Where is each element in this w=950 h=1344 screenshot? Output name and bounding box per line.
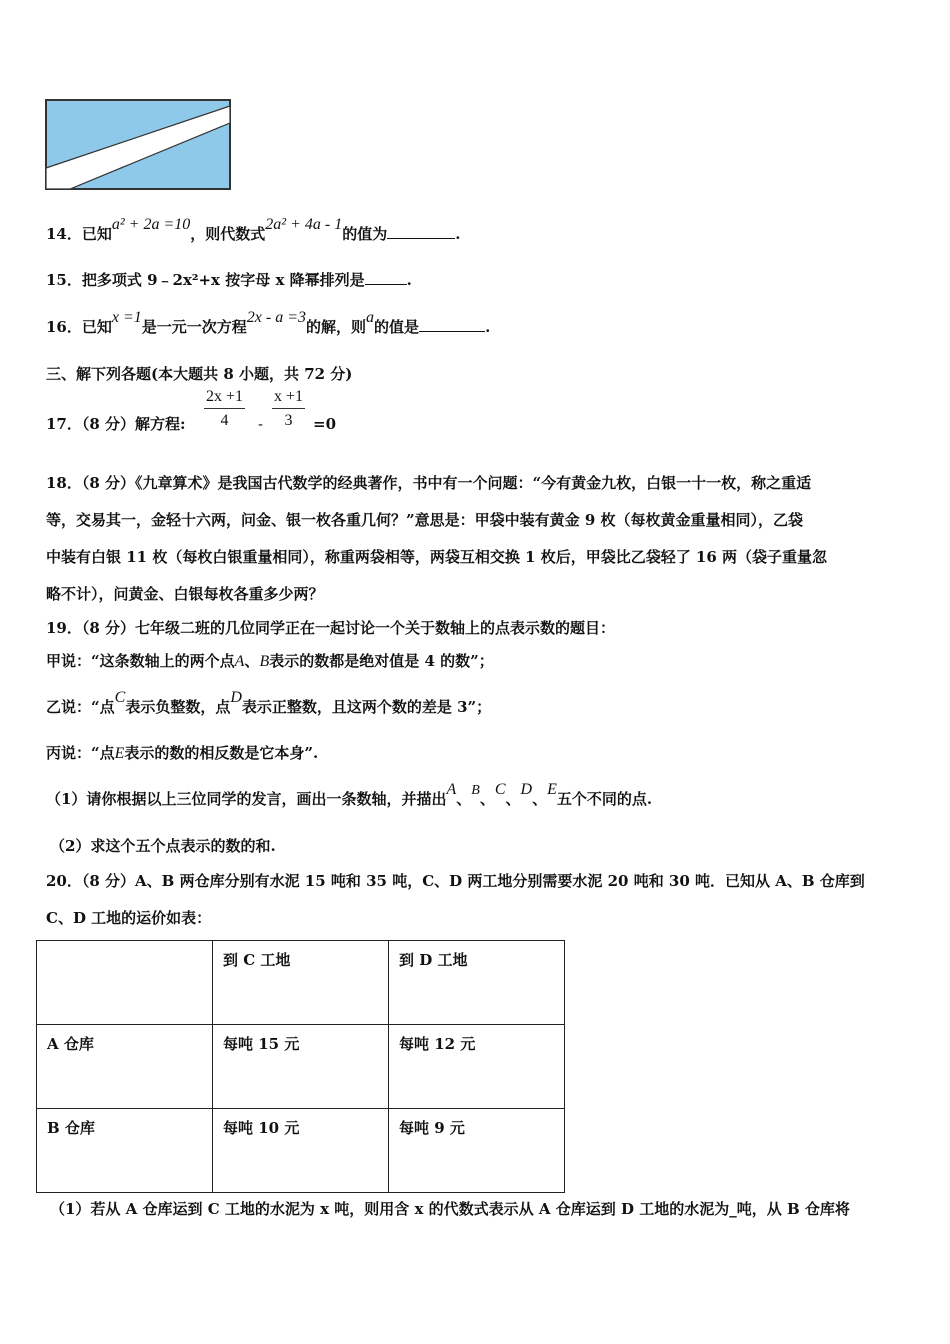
table-cell: 每吨 12 元	[389, 1025, 565, 1109]
question-16	[46, 309, 491, 338]
q14-label: 14．已知	[46, 225, 112, 243]
q14-given-expr: a² + 2a =10	[111, 216, 191, 233]
section-3-title: 三、解下列各题(本大题共 8 小题，共 72 分)	[46, 365, 353, 383]
q14-text-mid: ，则代数式	[190, 225, 266, 243]
q19-separator: 、	[532, 790, 548, 808]
q17-minus: -	[258, 415, 264, 433]
table-cell: A 仓库	[37, 1025, 213, 1109]
q18-line-1: 18．（8 分）《九章算术》是我国古代数学的经典著作，书中有一个问题：“今有黄金九枚，白银一十一枚，称之重适	[46, 474, 812, 492]
q17-frac2-denominator: 3	[284, 412, 293, 429]
q16-text-mid1: 是一元一次方程	[141, 318, 247, 336]
q16-solution-expr: x =1	[111, 309, 142, 326]
table-cell: 每吨 10 元	[213, 1109, 389, 1193]
point-d-label: D	[520, 781, 533, 798]
q19-yi-statement	[46, 689, 492, 718]
q14-period: .	[455, 225, 461, 243]
question-17-label: 17．（8 分）解方程:	[46, 415, 186, 433]
point-d-label: D	[230, 689, 242, 706]
point-e-label: E	[114, 745, 125, 762]
q19-bing-text-a: 丙说：“点	[46, 744, 115, 762]
point-c-label: C	[114, 689, 126, 706]
q17-frac1-denominator: 4	[220, 412, 229, 429]
point-a-label: A	[234, 653, 245, 670]
q19-separator: 、	[456, 790, 472, 808]
point-a-label: A	[446, 781, 457, 798]
q15-text: 15．把多项式 9﹣2x²+x 按字母 x 降幂排列是	[46, 271, 365, 289]
q14-text-tail: 的值为	[342, 225, 388, 243]
q19-yi-text-b: 表示负整数，点	[125, 698, 231, 716]
table-cell: 每吨 9 元	[389, 1109, 565, 1193]
table-header-row	[37, 941, 565, 1025]
q20-line-2: C、D 工地的运价如表：	[46, 909, 212, 927]
table-cell	[37, 941, 213, 1025]
table-cell: 到 C 工地	[213, 941, 389, 1025]
q15-period: .	[406, 271, 412, 289]
q19-yi-text-a: 乙说：“点	[46, 698, 115, 716]
point-b-label: B	[259, 653, 270, 670]
question-15	[46, 270, 412, 290]
table-row	[37, 1109, 565, 1193]
q20-part-1: （1）若从 A 仓库运到 C 工地的水泥为 x 吨，则用含 x 的代数式表示从 A 仓库运到 D 工地的水泥为_吨，从 B 仓库将	[50, 1200, 850, 1218]
q16-label: 16．已知	[46, 318, 112, 336]
q19-yi-text-c: 表示正整数，且这两个数的差是 3”；	[241, 698, 492, 716]
q18-line-4: 略不计），问黄金、白银每枚各重多少两？	[46, 585, 324, 603]
q19-separator: 、	[505, 790, 521, 808]
point-e-label: E	[547, 781, 557, 798]
q17-fraction-1	[204, 388, 245, 430]
q19-separator: 、	[244, 652, 260, 670]
q16-answer-blank[interactable]	[419, 317, 485, 332]
q19-intro: 19．（8 分）七年级二班的几位同学正在一起讨论一个关于数轴上的点表示数的题目：	[46, 619, 616, 637]
q19-jia-text-b: 表示的数都是绝对值是 4 的数”；	[269, 652, 494, 670]
q19-part1-text-b: 五个不同的点.	[556, 790, 653, 808]
q19-jia-statement	[46, 651, 494, 672]
q16-equation: 2x - a =3	[246, 309, 307, 326]
q17-frac1-numerator: 2x +1	[204, 388, 245, 409]
q18-line-2: 等，交易其一，金轻十六两，问金、银一枚各重几何？”意思是：甲袋中装有黄金 9 枚（每枚黄金重量相同），乙袋	[46, 511, 804, 529]
q17-equals-zero: =0	[313, 415, 337, 433]
q19-jia-text-a: 甲说：“这条数轴上的两个点	[46, 652, 235, 670]
q19-bing-text-b: 表示的数的相反数是它本身”.	[124, 744, 319, 762]
q18-line-3: 中装有白银 11 枚（每枚白银重量相同），称重两袋相等，两袋互相交换 1 枚后，甲袋比乙袋轻了 16 两（袋子重量忽	[46, 548, 828, 566]
point-b-label: B	[471, 783, 480, 798]
q16-text-tail: 的值是	[374, 318, 420, 336]
q16-period: .	[485, 318, 491, 336]
q19-part1-text-a: （1）请你根据以上三位同学的发言，画出一条数轴，并描出	[46, 790, 447, 808]
table-cell: 到 D 工地	[389, 941, 565, 1025]
strip-rectangle-figure	[44, 98, 234, 192]
q15-answer-blank[interactable]	[365, 270, 407, 285]
q20-line-1: 20．（8 分）A、B 两仓库分别有水泥 15 吨和 35 吨，C、D 两工地分别需要水泥 20 吨和 30 吨．已知从 A、B 仓库到	[46, 872, 865, 890]
q14-target-expr: 2a² + 4a - 1	[265, 216, 343, 233]
q19-part-1	[46, 781, 653, 811]
q19-separator: 、	[479, 790, 495, 808]
table-cell: 每吨 15 元	[213, 1025, 389, 1109]
table-row	[37, 1025, 565, 1109]
q19-part-2: （2）求这个五个点表示的数的和.	[50, 837, 276, 855]
table-cell: B 仓库	[37, 1109, 213, 1193]
q16-text-mid2: 的解，则	[306, 318, 367, 336]
q19-bing-statement	[46, 743, 318, 764]
freight-price-table	[36, 940, 565, 1193]
question-14	[46, 216, 461, 245]
q17-fraction-2	[272, 388, 305, 430]
q14-answer-blank[interactable]	[387, 224, 455, 239]
point-c-label: C	[494, 781, 506, 798]
q17-frac2-numerator: x +1	[272, 388, 305, 409]
q16-variable: a	[366, 309, 375, 326]
